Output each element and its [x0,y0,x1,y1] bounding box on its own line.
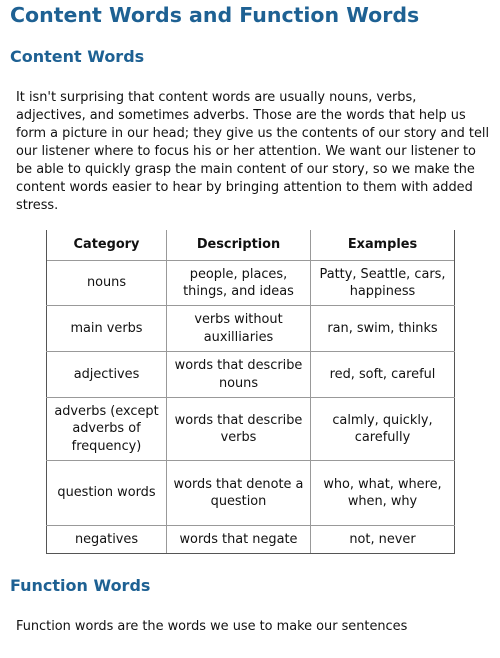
content-words-table [46,230,455,554]
content-words-heading: Content Words [10,47,145,66]
description-cell: words that denote a question [167,461,311,526]
examples-cell: red, soft, careful [311,352,455,398]
description-cell: words that describe nouns [167,352,311,398]
category-cell: nouns [47,261,167,306]
examples-cell: who, what, where, when, why [311,461,455,526]
table-row [47,398,455,461]
examples-cell: not, never [311,526,455,554]
description-cell: verbs without auxilliaries [167,306,311,352]
column-header-examples: Examples [311,230,455,261]
column-header-category: Category [47,230,167,261]
category-cell: adverbs (except adverbs of frequency) [47,398,167,461]
description-cell: words that describe verbs [167,398,311,461]
examples-cell: Patty, Seattle, cars, happiness [311,261,455,306]
description-cell: people, places, things, and ideas [167,261,311,306]
function-words-paragraph: Function words are the words we use to make our sentences [16,619,408,634]
table-row [47,461,455,526]
category-cell: negatives [47,526,167,554]
column-header-description: Description [167,230,311,261]
table-row [47,526,455,554]
description-cell: words that negate [167,526,311,554]
table-row [47,306,455,352]
category-cell: adjectives [47,352,167,398]
content-words-paragraph: It isn't surprising that content words are usually nouns, verbs, adjectives, and sometimes adverbs. Those are the words that help us form a picture in our head; they give us the contents of our story and tell our listener where to focus his or her attention. We want our listener to be able to quickly grasp the main content of our story, so we make the content words easier to hear by bringing attention to them with added stress. [16,90,490,213]
table-row [47,261,455,306]
examples-cell: calmly, quickly, carefully [311,398,455,461]
category-cell: question words [47,461,167,526]
table-header-row [47,230,455,261]
function-words-heading: Function Words [10,576,151,595]
examples-cell: ran, swim, thinks [311,306,455,352]
page-title: Content Words and Function Words [10,3,420,27]
table-row [47,352,455,398]
category-cell: main verbs [47,306,167,352]
